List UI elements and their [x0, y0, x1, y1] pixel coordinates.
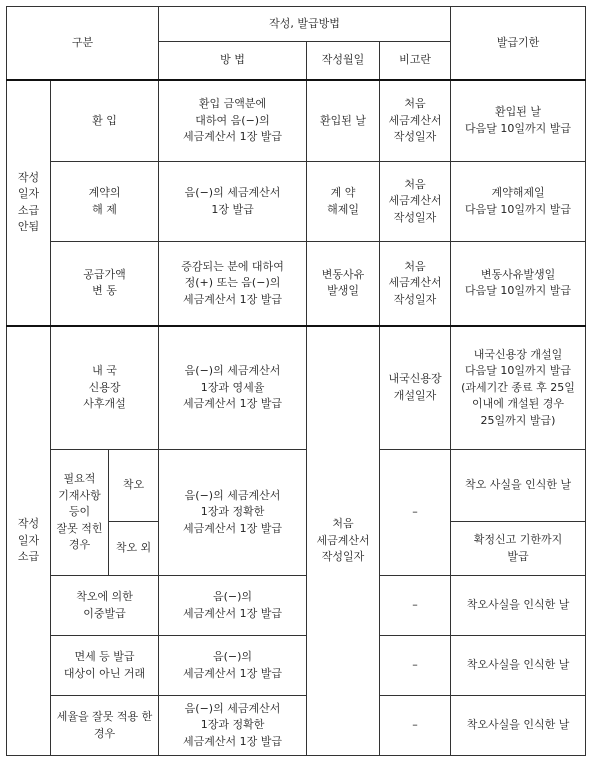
header-note: 비고란	[380, 42, 451, 80]
header-method: 방 법	[159, 42, 307, 80]
table-row	[7, 636, 586, 696]
row-date: 환입된 날	[307, 80, 380, 162]
row-method: 음(−)의 세금계산서 1장 발급	[159, 576, 307, 636]
header-division: 구분	[7, 7, 159, 80]
row-note: 처음 세금계산서 작성일자	[380, 162, 451, 242]
row-deadline: 착오 사실을 인식한 날	[451, 450, 586, 522]
row-note: –	[380, 450, 451, 576]
row-category: 세율을 잘못 적용 한 경우	[51, 696, 159, 756]
row-note: 처음 세금계산서 작성일자	[380, 80, 451, 162]
row-category: 면세 등 발급 대상이 아닌 거래	[51, 636, 159, 696]
row-deadline: 착오사실을 인식한 날	[451, 636, 586, 696]
row-method: 음(−)의 세금계산서 1장과 정확한 세금계산서 1장 발급	[159, 696, 307, 756]
row-category: 계약의 해 제	[51, 162, 159, 242]
row-method: 환입 금액분에 대하여 음(−)의 세금계산서 1장 발급	[159, 80, 307, 162]
row-note: 처음 세금계산서 작성일자	[380, 242, 451, 326]
row-subcategory: 착오 외	[109, 522, 159, 576]
row-date: 계 약 해제일	[307, 162, 380, 242]
row-deadline: 변동사유발생일 다음달 10일까지 발급	[451, 242, 586, 326]
row-deadline: 착오사실을 인식한 날	[451, 696, 586, 756]
table-row	[7, 326, 586, 450]
row-deadline: 내국신용장 개설일 다음달 10일까지 발급 (과세기간 종료 후 25일 이내에 개설된 경우 25일까지 발급)	[451, 326, 586, 450]
table-row	[7, 242, 586, 326]
row-deadline: 확정신고 기한까지 발급	[451, 522, 586, 576]
group-label-backdate: 작성 일자 소급	[7, 326, 51, 756]
row-note: –	[380, 696, 451, 756]
row-subcategory: 착오	[109, 450, 159, 522]
table-row	[7, 162, 586, 242]
row-method: 음(−)의 세금계산서 1장과 영세율 세금계산서 1장 발급	[159, 326, 307, 450]
shared-date: 처음 세금계산서 작성일자	[307, 326, 380, 756]
row-note: 내국신용장 개설일자	[380, 326, 451, 450]
row-category: 필요적 기재사항 등이 잘못 적힌 경우	[51, 450, 109, 576]
row-method: 음(−)의 세금계산서 1장 발급	[159, 162, 307, 242]
table-row	[7, 696, 586, 756]
row-category: 착오에 의한 이중발급	[51, 576, 159, 636]
table-row	[7, 576, 586, 636]
table-row	[7, 450, 586, 522]
tax-invoice-table	[6, 6, 586, 756]
row-note: –	[380, 636, 451, 696]
row-date: 변동사유 발생일	[307, 242, 380, 326]
row-category: 내 국 신용장 사후개설	[51, 326, 159, 450]
row-note: –	[380, 576, 451, 636]
table-row	[7, 80, 586, 162]
header-method-group: 작성, 발급방법	[159, 7, 451, 42]
row-method: 음(−)의 세금계산서 1장 발급	[159, 636, 307, 696]
row-deadline: 환입된 날 다음달 10일까지 발급	[451, 80, 586, 162]
row-deadline: 계약해제일 다음달 10일까지 발급	[451, 162, 586, 242]
row-category: 공급가액 변 동	[51, 242, 159, 326]
row-category: 환 입	[51, 80, 159, 162]
header-deadline: 발급기한	[451, 7, 586, 80]
row-method: 음(−)의 세금계산서 1장과 정확한 세금계산서 1장 발급	[159, 450, 307, 576]
row-deadline: 착오사실을 인식한 날	[451, 576, 586, 636]
row-method: 증감되는 분에 대하여 정(+) 또는 음(−)의 세금계산서 1장 발급	[159, 242, 307, 326]
group-label-no-backdate: 작성 일자 소급 안됨	[7, 80, 51, 326]
header-date: 작성월일	[307, 42, 380, 80]
